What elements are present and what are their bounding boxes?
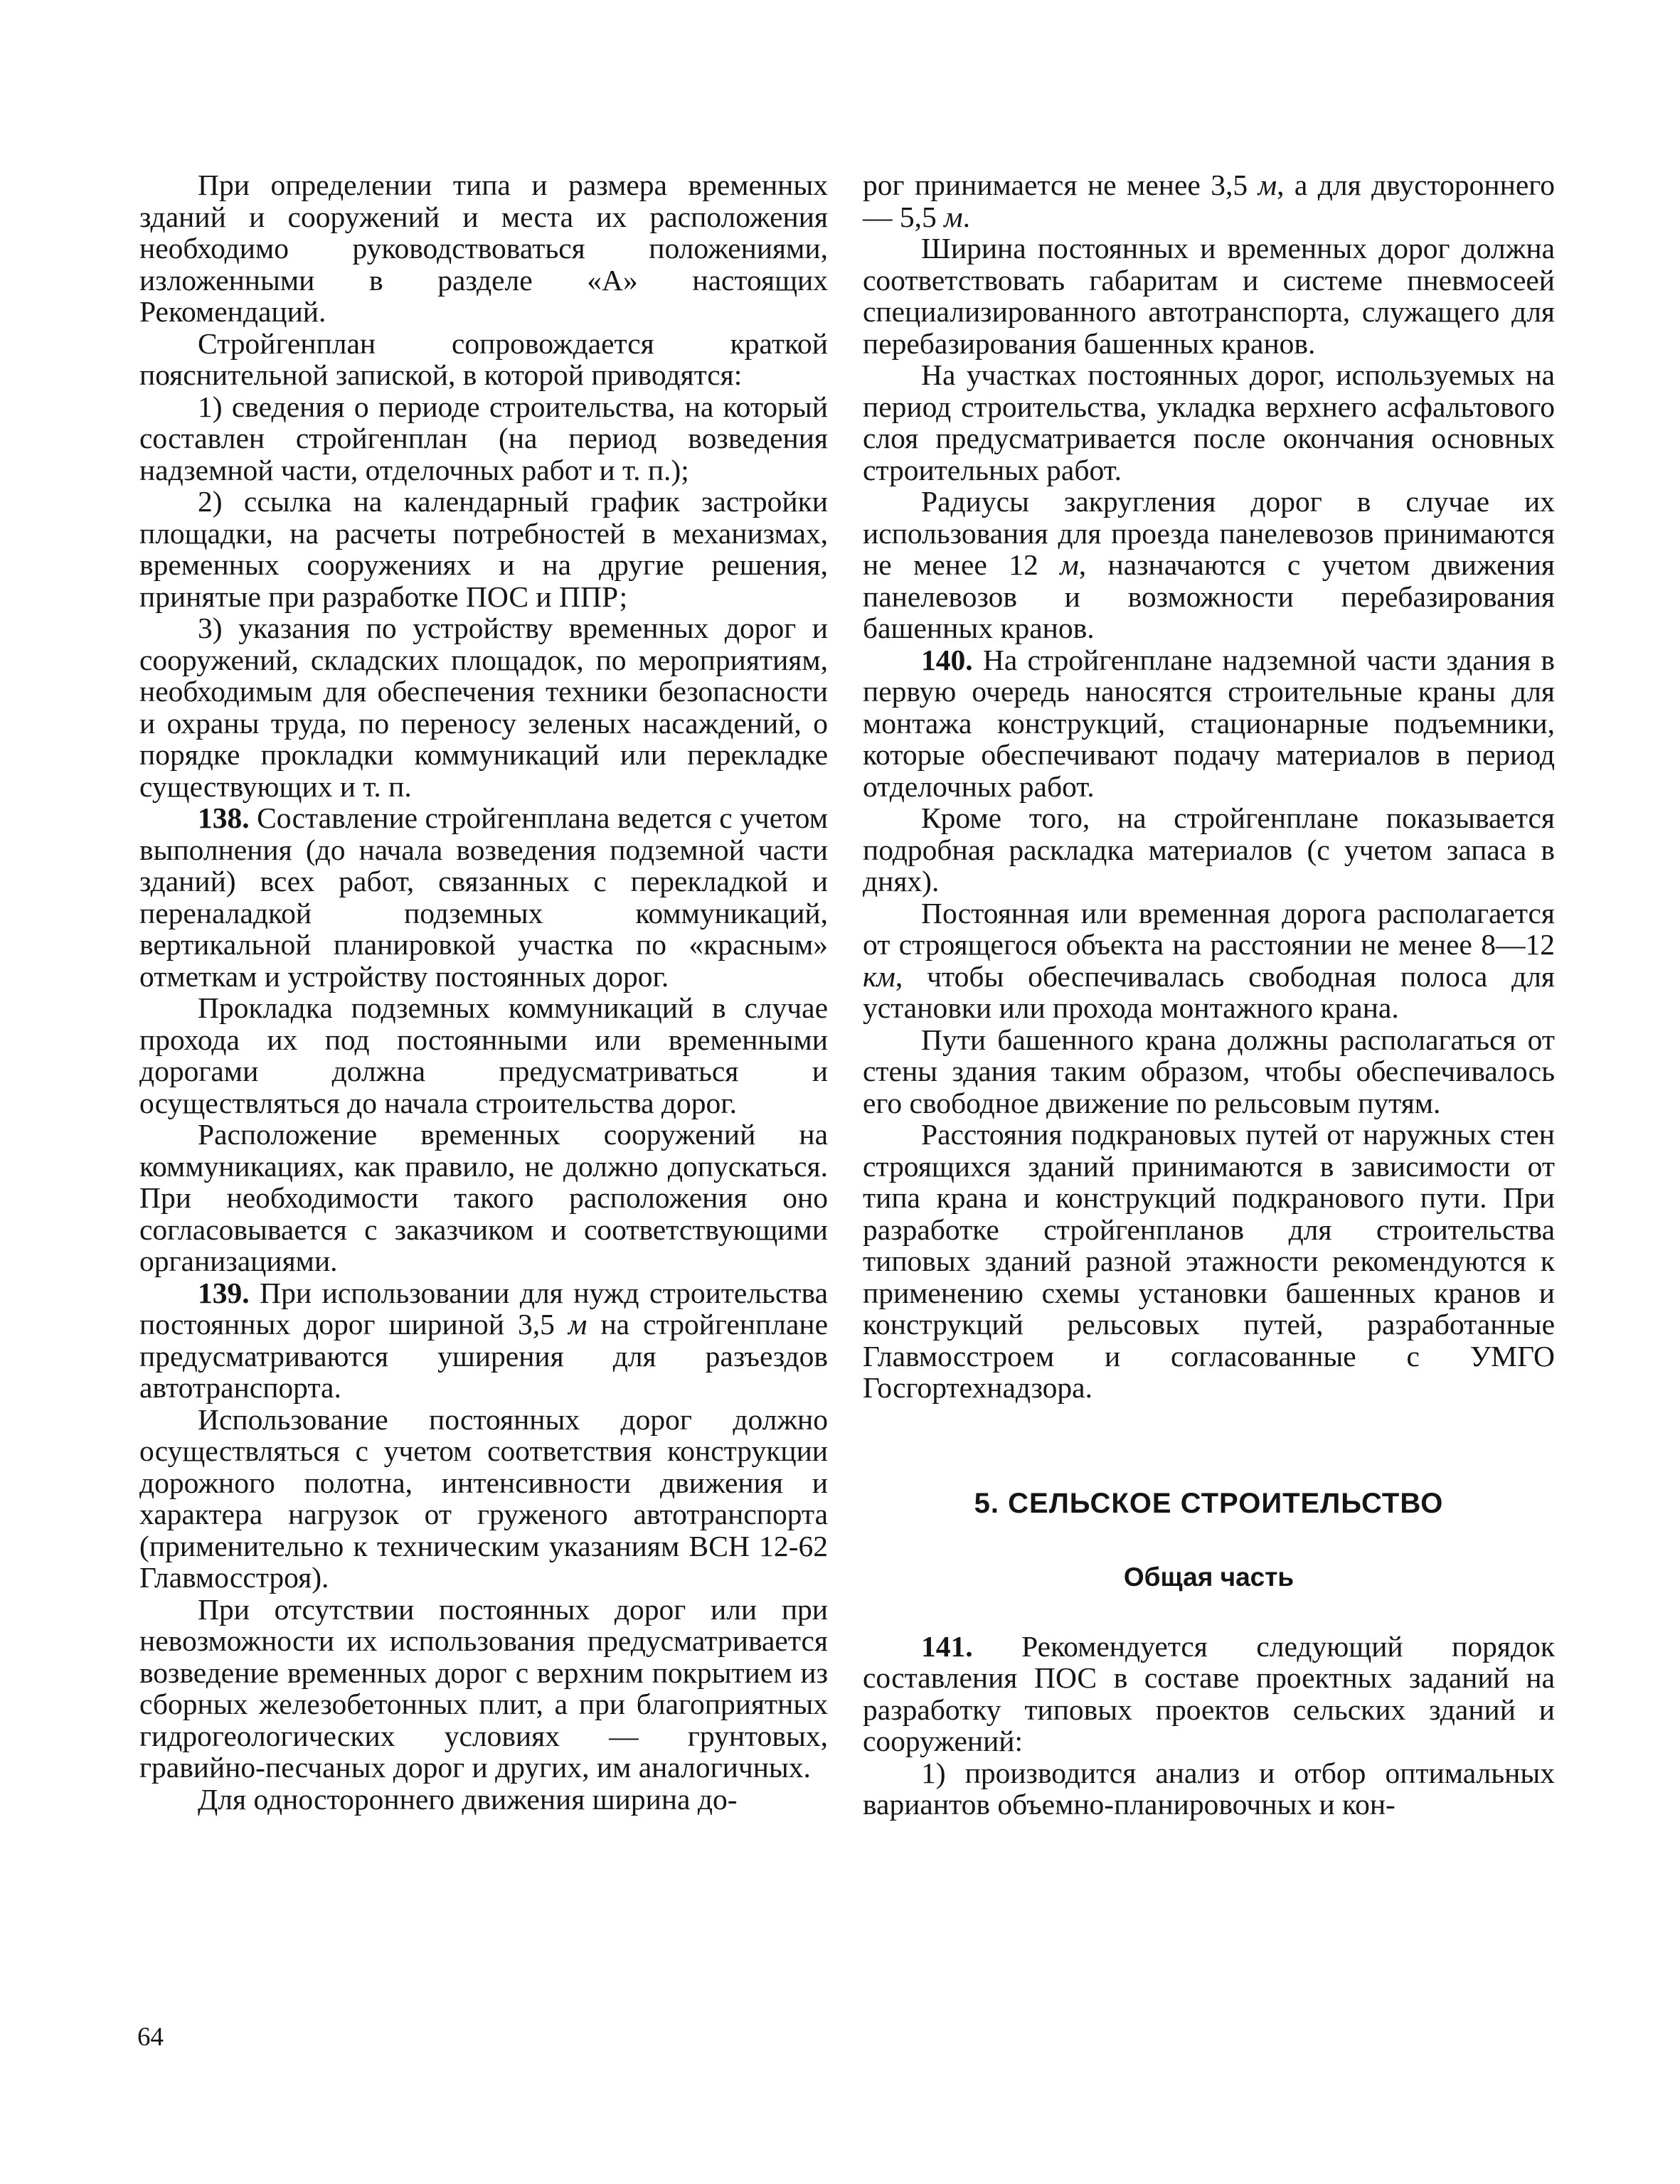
unit-text: км	[863, 959, 895, 993]
paragraph-text: на стройгенплане предусматриваются уширения для разъездов автотранспорта.	[139, 1308, 828, 1404]
paragraph-text: Кроме того, на стройгенплане показывается подробная раскладка материалов (с учетом запаса в днях).	[863, 801, 1555, 897]
list-item	[863, 1757, 1555, 1821]
section-title: 5. СЕЛЬСКОЕ СТРОИТЕЛЬСТВО	[974, 1487, 1444, 1519]
list-item-text: 2) ссылка на календарный график застройки площадки, на расчеты потребностей в механизмах, временных сооружениях и на другие решения, принятые при разработке ПОС и ППР;	[139, 485, 828, 613]
paragraph	[139, 1784, 828, 1816]
numbered-paragraph	[863, 1631, 1555, 1757]
page-number: 64	[137, 2023, 164, 2052]
paragraph-text: Составление стройгенплана ведется с учетом выполнения (до начала возведения подземной части зданий) всех работ, связанных с перекладкой и переналадкой подземных коммуникаций, вертикальной планировкой участка по «красным» отметкам и устройству постоянных дорог.	[139, 801, 829, 993]
list-item-text: 1) производится анализ и отбор оптимальных вариантов объемно-планировочных и кон-	[863, 1756, 1555, 1821]
unit-text: м	[1060, 548, 1079, 581]
paragraph	[863, 897, 1555, 1024]
paragraph-text: Расстояния подкрановых путей от наружных стен строящихся зданий принимаются в зависимости от типа крана и конструкций подкранового пути. При разработке стройгенпланов для строительства типовых зданий разной этажности рекомендуются к применению схемы установки башенных кранов и конструкций рельсовых путей, разработанные Главмосстроем и согласованные с УМГО Госгортехнадзора.	[863, 1118, 1555, 1404]
paragraph-number: 141.	[921, 1629, 973, 1663]
paragraph-text: На участках постоянных дорог, используемых на период строительства, укладка верхнего асфальтового слоя предусматривается после окончания основных строительных работ.	[863, 358, 1555, 486]
numbered-paragraph	[863, 644, 1555, 803]
paragraph-text: На стройгенплане надземной части здания в первую очередь наносятся строительные краны для монтажа конструкций, стационарные подъемники, которые обеспечивают подачу материалов в период отделочных работ.	[863, 643, 1555, 803]
list-item	[139, 486, 828, 612]
paragraph-text: Пути башенного крана должны располагаться от стены здания таким образом, чтобы обеспечивалось его свободное движение по рельсовым путям.	[863, 1023, 1555, 1119]
paragraph	[139, 992, 828, 1119]
list-item-text: 1) сведения о периоде строительства, на который составлен стройгенплан (на период возведения надземной части, отделочных работ и т. п.);	[139, 390, 828, 486]
paragraph-text: Использование постоянных дорог должно осуществляться с учетом соответствия конструкции дорожного полотна, интенсивности движения и характера нагрузок от груженого автотранспорта (применительно к техническим указаниям ВСН 12-62 Главмосстроя).	[139, 1402, 828, 1594]
list-item	[139, 391, 828, 486]
paragraph	[139, 328, 828, 391]
paragraph-text: , чтобы обеспечивалась свободная полоса для установки или прохода монтажного крана.	[863, 959, 1555, 1024]
paragraph	[863, 1024, 1555, 1119]
paragraph	[863, 486, 1555, 644]
paragraph-text: При отсутствии постоянных дорог или при невозможности их использования предусматривается возведение временных дорог с верхним покрытием из сборных железобетонных плит, а при благоприятных гидрогеологических условиях — грунтовых, гравийно-песчаных дорог и других, им аналогичных.	[139, 1592, 828, 1784]
paragraph-text: При использовании для нужд строительства постоянных дорог шириной 3,5	[139, 1276, 829, 1341]
paragraph-number: 138.	[198, 801, 250, 834]
numbered-paragraph	[139, 1277, 828, 1404]
paragraph	[863, 233, 1555, 359]
unit-text: м	[944, 200, 963, 233]
paragraph-text: .	[962, 200, 970, 233]
paragraph	[139, 1404, 828, 1594]
paragraph-number: 139.	[198, 1276, 250, 1309]
paragraph-text: Радиусы закругления дорог в случае их использования для проезда панелевозов принимаются не менее 12	[863, 485, 1555, 581]
paragraph	[863, 359, 1555, 486]
paragraph-text: Рекомендуется следующий порядок составления ПОС в составе проектных заданий на разработку типовых проектов сельских зданий и сооружений:	[863, 1629, 1555, 1757]
paragraph-text: , назначаются с учетом движения панелевозов и возможности перебазирования башенных кранов.	[863, 548, 1556, 644]
subsection-title: Общая часть	[1123, 1562, 1294, 1592]
left-column	[139, 169, 828, 1815]
paragraph-continuation	[863, 169, 1555, 233]
paragraph-number: 140.	[921, 643, 973, 676]
unit-text: м	[568, 1308, 588, 1341]
list-item	[139, 612, 828, 802]
paragraph-text: рог принимается не менее 3,5	[863, 169, 1248, 201]
numbered-paragraph	[139, 802, 828, 992]
unit-text: м	[1258, 169, 1277, 201]
paragraph	[863, 802, 1555, 897]
paragraph	[139, 1594, 828, 1784]
paragraph-text: Постоянная или временная дорога располагается от строящегося объекта на расстоянии не менее 8—12	[863, 896, 1555, 961]
paragraph	[863, 1119, 1555, 1404]
paragraph	[139, 169, 828, 328]
paragraph-text: Расположение временных сооружений на коммуникациях, как правило, не должно допускаться. При необходимости такого расположения оно согласовывается с заказчиком и соответствующими организациями.	[139, 1118, 828, 1277]
paragraph-text: Стройгенплан сопровождается краткой пояснительной запиской, в которой приводятся:	[139, 326, 828, 391]
paragraph-text: Ширина постоянных и временных дорог должна соответствовать габаритам и системе пневмосеей специализированного автотранспорта, служащего для перебазирования башенных кранов.	[863, 232, 1555, 360]
paragraph-text: При определении типа и размера временных зданий и сооружений и места их расположения необходимо руководствоваться положениями, изложенными в разделе «А» настоящих Рекомендаций.	[139, 169, 828, 328]
right-column	[863, 169, 1555, 1821]
list-item-text: 3) указания по устройству временных дорог и сооружений, складских площадок, по мероприятиям, необходимым для обеспечения техники безопасности и охраны труда, по переносу зеленых насаждений, о порядке прокладки коммуникаций или перекладке существующих и т. п.	[139, 612, 828, 803]
paragraph-text: Прокладка подземных коммуникаций в случае прохода их под постоянными или временными дорогами должна предусматриваться и осуществляться до начала строительства дорог.	[139, 991, 828, 1119]
paragraph	[139, 1119, 828, 1277]
paragraph-text: , а для двустороннего — 5,5	[863, 169, 1555, 233]
paragraph-text: Для одностороннего движения ширина до-	[198, 1782, 738, 1816]
